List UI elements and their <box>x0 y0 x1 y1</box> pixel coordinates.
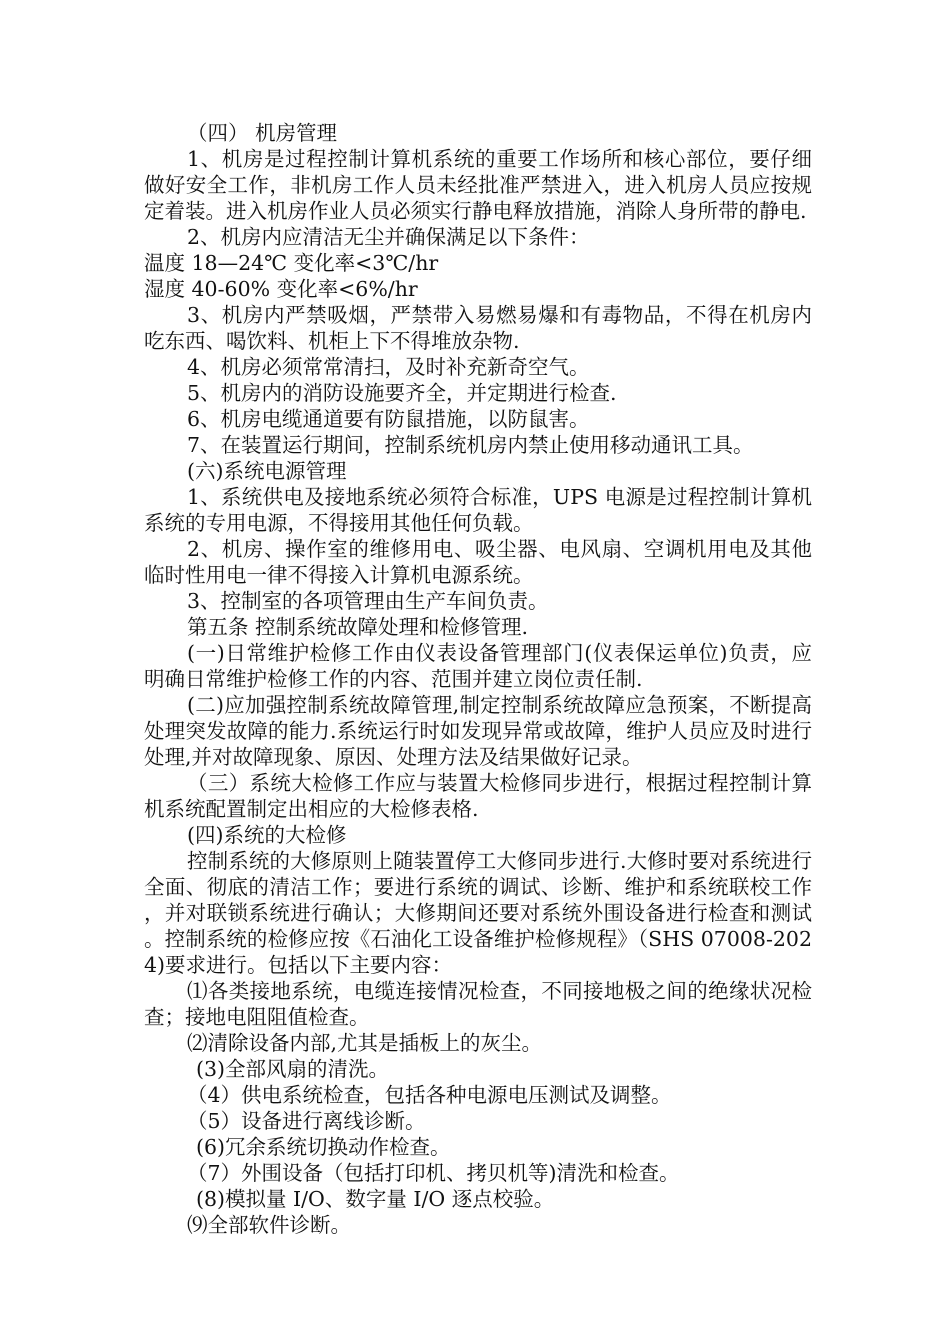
overhaul-item-6: (6)冗余系统切换动作检查。 <box>196 1135 451 1159</box>
section-heading-power: (六)系统电源管理 <box>187 459 347 483</box>
paragraph-power-2: 2、机房、操作室的维修用电、吸尘器、电风扇、空调机用电及其他临时性用电一律不得接入计算机电源系统。 <box>144 537 812 587</box>
overhaul-item-3: (3)全部风扇的清洗。 <box>196 1057 390 1081</box>
paragraph-maintenance-2: (二)应加强控制系统故障管理,制定控制系统故障应急预案，不断提高处理突发故障的能力.系统运行时如发现异常或故障，维护人员应及时进行处理,并对故障现象、原因、处理方法及结果做好记录。 <box>144 693 812 769</box>
paragraph-machine-room-2: 2、机房内应清洁无尘并确保满足以下条件： <box>187 225 590 249</box>
paragraph-power-3: 3、控制室的各项管理由生产车间负责。 <box>187 589 549 613</box>
paragraph-overhaul: 控制系统的大修原则上随装置停工大修同步进行.大修时要对系统进行全面、彻底的清洁工作；要进行系统的调试、诊断、维护和系统联校工作，并对联锁系统进行确认；大修期间还要对系统外围设备进行检查和测试。控制系统的检修应按《石油化工设备维护检修规程》（SHS 07008-2024)要求进行。包括以下主要内容： <box>144 849 812 977</box>
paragraph-power-1: 1、系统供电及接地系统必须符合标准，UPS 电源是过程控制计算机系统的专用电源，不得接用其他任何负载。 <box>144 485 812 535</box>
paragraph-machine-room-1: 1、机房是过程控制计算机系统的重要工作场所和核心部位，要仔细做好安全工作，非机房工作人员未经批准严禁进入，进入机房人员应按规定着装。进入机房作业人员必须实行静电释放措施，消除人身所带的静电. <box>144 147 812 223</box>
paragraph-maintenance-3: （三）系统大检修工作应与装置大检修同步进行，根据过程控制计算机系统配置制定出相应的大检修表格. <box>144 771 812 821</box>
paragraph-maintenance-1: (一)日常维护检修工作由仪表设备管理部门(仪表保运单位)负责，应明确日常维护检修工作的内容、范围并建立岗位责任制. <box>144 641 812 691</box>
overhaul-item-8: (8)模拟量 I/O、数字量 I/O 逐点校验。 <box>196 1187 555 1211</box>
section-heading-machine-room: （四） 机房管理 <box>187 121 338 145</box>
overhaul-item-2: ⑵清除设备内部,尤其是插板上的灰尘。 <box>187 1031 543 1055</box>
overhaul-item-7: （7）外围设备（包括打印机、拷贝机等)清洗和检查。 <box>187 1161 680 1185</box>
overhaul-item-1: ⑴各类接地系统，电缆连接情况检查，不同接地极之间的绝缘状况检查；接地电阻阻值检查。 <box>144 979 812 1029</box>
temperature-condition: 温度 18—24℃ 变化率<3℃/hr <box>144 251 439 275</box>
overhaul-item-4: （4）供电系统检查，包括各种电源电压测试及调整。 <box>187 1083 672 1107</box>
paragraph-machine-room-7: 7、在装置运行期间，控制系统机房内禁止使用移动通讯工具。 <box>187 433 754 457</box>
paragraph-machine-room-3: 3、机房内严禁吸烟，严禁带入易燃易爆和有毒物品，不得在机房内吃东西、喝饮料、机柜上下不得堆放杂物. <box>144 303 812 353</box>
paragraph-machine-room-4: 4、机房必须常常清扫，及时补充新奇空气。 <box>187 355 590 379</box>
paragraph-machine-room-6: 6、机房电缆通道要有防鼠措施，以防鼠害。 <box>187 407 590 431</box>
paragraph-machine-room-5: 5、机房内的消防设施要齐全，并定期进行检查. <box>187 381 617 405</box>
article-five-heading: 第五条 控制系统故障处理和检修管理. <box>187 615 529 639</box>
document-body <box>144 120 812 1238</box>
section-heading-overhaul: (四)系统的大检修 <box>187 823 347 847</box>
overhaul-item-5: （5）设备进行离线诊断。 <box>187 1109 426 1133</box>
overhaul-item-9: ⑼全部软件诊断。 <box>187 1213 351 1237</box>
humidity-condition: 湿度 40-60% 变化率<6%/hr <box>144 277 418 301</box>
